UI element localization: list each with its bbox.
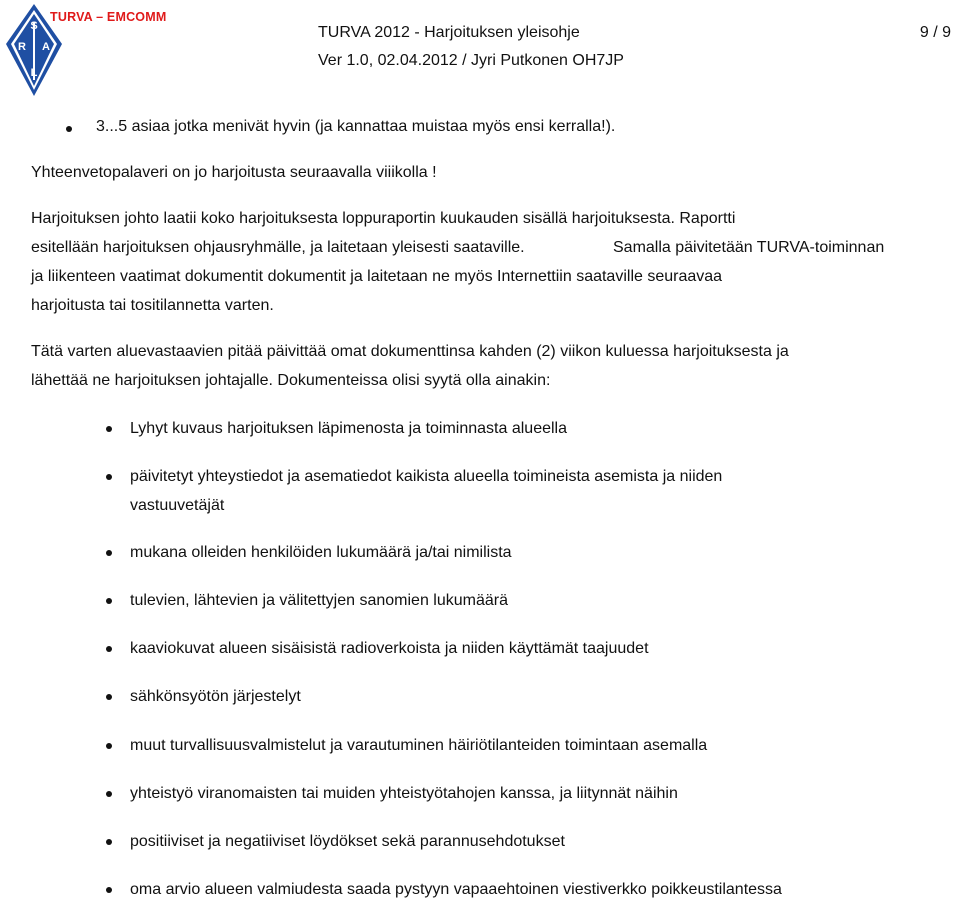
logo-letter-l: L	[30, 67, 38, 79]
logo-letter-a: A	[42, 41, 50, 53]
bullet-icon	[106, 598, 112, 604]
bullet-icon	[106, 426, 112, 432]
document-version: Ver 1.0, 02.04.2012 / Jyri Putkonen OH7JP	[318, 52, 624, 69]
bullet-icon	[106, 474, 112, 480]
summary-line: Yhteenvetopalaveri on jo harjoitusta seuraavalla viiikolla !	[31, 164, 437, 181]
bullet-icon	[106, 743, 112, 749]
list-item: Lyhyt kuvaus harjoituksen läpimenosta ja toiminnasta alueella	[130, 420, 567, 437]
paragraph-line: Tätä varten aluevastaavien pitää päivittää omat dokumenttinsa kahden (2) viikon kuluessa harjoituksesta ja	[31, 343, 789, 360]
page-number: 9 / 9	[919, 24, 951, 41]
top-bullet-text: 3...5 asiaa jotka menivät hyvin (ja kannattaa muistaa myös ensi kerralla!).	[96, 118, 616, 135]
paragraph-line: esitellään harjoituksen ohjausryhmälle, ja laitetaan yleisesti saataville.	[31, 239, 525, 256]
list-item: kaaviokuvat alueen sisäisistä radioverkoista ja niiden käyttämät taajuudet	[130, 640, 649, 657]
bullet-icon	[106, 646, 112, 652]
bullet-icon	[106, 839, 112, 845]
paragraph-line: Harjoituksen johto laatii koko harjoituksesta loppuraportin kuukauden sisällä harjoituksesta. Raportti	[31, 210, 736, 227]
page-header	[0, 0, 960, 100]
bullet-icon	[106, 791, 112, 797]
logo-letter-r: R	[18, 41, 26, 53]
list-item: yhteistyö viranomaisten tai muiden yhteistyötahojen kanssa, ja liitynnät näihin	[130, 785, 678, 802]
paragraph-line: ja liikenteen vaatimat dokumentit dokumentit ja laitetaan ne myös Internettiin saataville seuraavaa	[31, 268, 723, 285]
list-item: päivitetyt yhteystiedot ja asematiedot kaikista alueella toimineista asemista ja niiden	[130, 468, 723, 485]
paragraph-line: harjoitusta tai tositilannetta varten.	[31, 297, 274, 314]
brand-label: TURVA – EMCOMM	[50, 10, 167, 24]
bullet-icon	[66, 126, 72, 132]
document-title: TURVA 2012 - Harjoituksen yleisohje	[318, 24, 580, 41]
list-item: oma arvio alueen valmiudesta saada pystyyn vapaaehtoinen viestiverkko poikkeustilantessa	[130, 881, 782, 898]
bullet-icon	[106, 887, 112, 893]
list-item: mukana olleiden henkilöiden lukumäärä ja/tai nimilista	[130, 544, 512, 561]
list-item: muut turvallisuusvalmistelut ja varautuminen häiriötilanteiden toimintaan asemalla	[130, 737, 708, 754]
list-item: sähkönsyötön järjestelyt	[130, 688, 301, 705]
paragraph-line: lähettää ne harjoituksen johtajalle. Dokumenteissa olisi syytä olla ainakin:	[31, 372, 551, 389]
bullet-icon	[106, 550, 112, 556]
list-item: tulevien, lähtevien ja välitettyjen sanomien lukumäärä	[130, 592, 508, 609]
list-item-continuation: vastuuvetäjät	[130, 497, 225, 514]
list-item: positiiviset ja negatiiviset löydökset sekä parannusehdotukset	[130, 833, 565, 850]
paragraph-line: Samalla päivitetään TURVA-toiminnan	[613, 239, 885, 256]
logo-letter-s: S	[30, 20, 38, 32]
bullet-icon	[106, 694, 112, 700]
